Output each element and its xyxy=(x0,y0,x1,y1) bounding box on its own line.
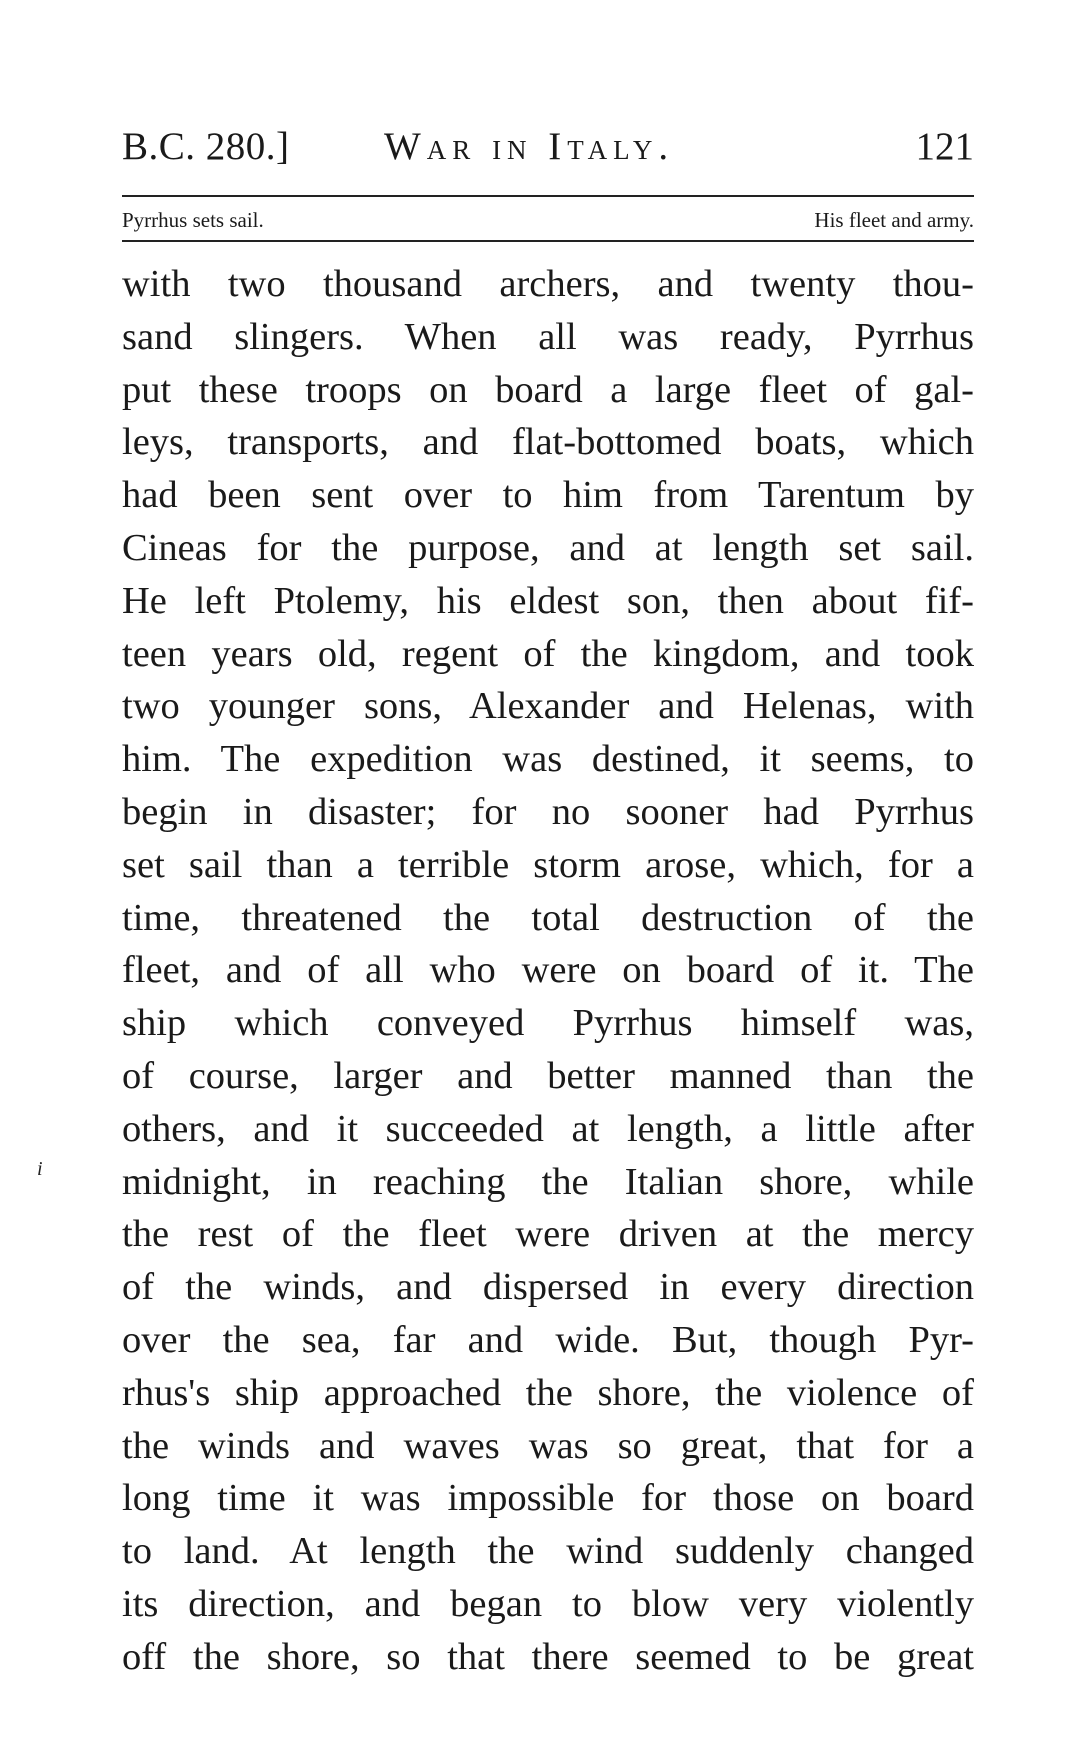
sidenote-left: Pyrrhus sets sail. xyxy=(122,208,264,232)
sidenote-right: His fleet and army. xyxy=(814,208,974,232)
text-line: teen years old, regent of the kingdom, and took xyxy=(122,632,974,675)
running-head-title: War in Italy. xyxy=(384,125,675,168)
running-head xyxy=(122,124,974,184)
text-line: others, and it succeeded at length, a little after xyxy=(122,1107,974,1150)
body-text xyxy=(122,258,974,1684)
text-line: time, threatened the total destruction of the xyxy=(122,896,974,939)
page-number: 121 xyxy=(915,125,974,168)
text-line: off the shore, so that there seemed to be great xyxy=(122,1635,974,1678)
text-line: midnight, in reaching the Italian shore, while xyxy=(122,1160,974,1203)
text-line: with two thousand archers, and twenty thou- xyxy=(122,263,974,305)
text-line: its direction, and began to blow very violently xyxy=(122,1582,974,1625)
text-line: had been sent over to him from Tarentum by xyxy=(122,474,974,517)
text-line: of the winds, and dispersed in every direction xyxy=(122,1266,974,1309)
text-line: sand slingers. When all was ready, Pyrrhus xyxy=(122,315,974,358)
header-rule-top xyxy=(122,195,974,197)
text-line: Cineas for the purpose, and at length set sail. xyxy=(122,526,974,569)
text-line: set sail than a terrible storm arose, which, for a xyxy=(122,843,974,886)
text-line: rhus's ship approached the shore, the violence of xyxy=(122,1371,974,1414)
text-line: He left Ptolemy, his eldest son, then about fif- xyxy=(122,579,974,622)
text-line: the rest of the fleet were driven at the mercy xyxy=(122,1213,974,1256)
sidenotes xyxy=(122,208,974,236)
margin-mark: i xyxy=(37,1158,43,1180)
header-rule-bottom xyxy=(122,240,974,242)
text-line: over the sea, far and wide. But, though Pyr- xyxy=(122,1318,974,1361)
text-line: long time it was impossible for those on board xyxy=(122,1477,974,1520)
text-line: to land. At length the wind suddenly changed xyxy=(122,1530,974,1573)
text-line: ship which conveyed Pyrrhus himself was, xyxy=(122,1002,974,1045)
text-line: fleet, and of all who were on board of it. The xyxy=(122,949,974,992)
text-line: the winds and waves was so great, that for a xyxy=(122,1424,974,1467)
text-line: him. The expedition was destined, it seems, to xyxy=(122,738,974,781)
text-line: begin in disaster; for no sooner had Pyrrhus xyxy=(122,790,974,833)
text-line: leys, transports, and flat-bottomed boats, which xyxy=(122,421,974,464)
text-line: put these troops on board a large fleet of gal- xyxy=(122,368,974,411)
running-head-date: B.C. 280.] xyxy=(122,125,290,168)
text-line: of course, larger and better manned than the xyxy=(122,1054,974,1097)
text-line: two younger sons, Alexander and Helenas, with xyxy=(122,685,974,728)
